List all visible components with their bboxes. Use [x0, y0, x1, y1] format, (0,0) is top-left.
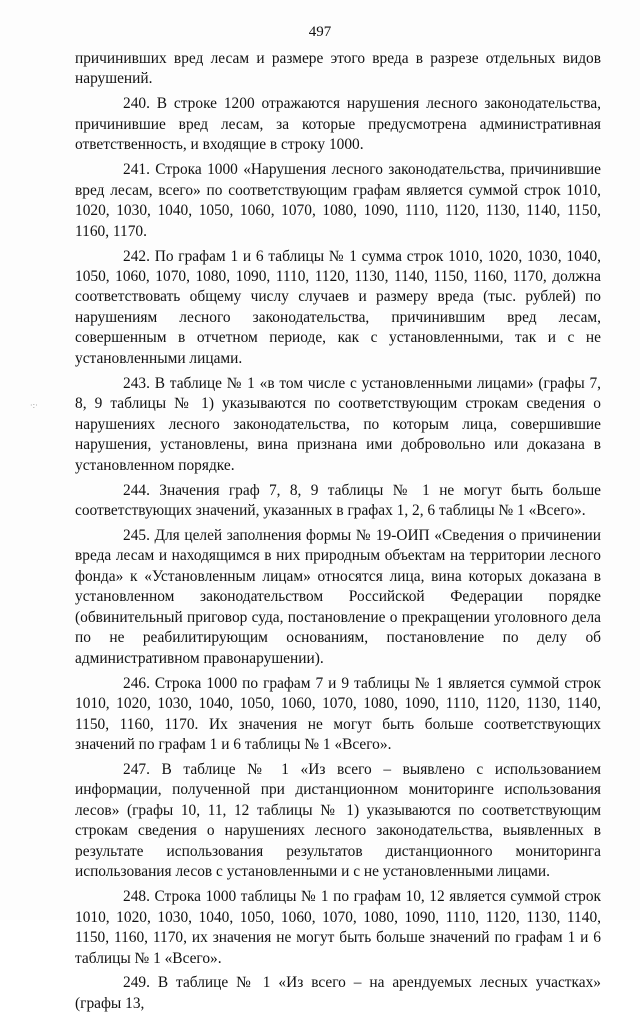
paragraph-247: 247. В таблице № 1 «Из всего – выявлено с использованием информации, полученной при дистанционном мониторинге использования лесов» (графы 10, 11, 12 таблицы № 1) указываются по соответствующим строкам сведения о нарушениях лесного законодательства, выявленных в результате использования результатов дистанционного мониторинга использования лесов с установленными и с не установленными лицами. — [75, 760, 601, 881]
document-body — [75, 49, 601, 1014]
paragraph-240: 240. В строке 1200 отражаются нарушения лесного законодательства, причинившие вред лесам, за которые предусмотрена административная ответственность, и входящие в строку 1000. — [75, 95, 601, 154]
paragraph-244: 244. Значения граф 7, 8, 9 таблицы № 1 не могут быть больше соответствующих значений, указанных в графах 1, 2, 6 таблицы № 1 «Всего». — [75, 481, 601, 520]
paragraph-241: 241. Строка 1000 «Нарушения лесного законодательства, причинившие вред лесам, всего» по соответствующим графам является суммой строк 1010, 1020, 1030, 1040, 1050, 1060, 1070, 1080, 1090, 1110, 1120, 1130, 1140, 1150, 1160, 1170. — [75, 161, 601, 240]
paragraph-249: 249. В таблице № 1 «Из всего – на арендуемых лесных участках» (графы 13, — [75, 974, 601, 1012]
paragraph-242: 242. По графам 1 и 6 таблицы № 1 сумма строк 1010, 1020, 1030, 1040, 1050, 1060, 1070, 1080, 1090, 1110, 1120, 1130, 1140, 1150, 1160, 1170, должна соответствовать общему числу случаев и размеру вреда (тыс. рублей) по нарушениям лесного законодательства, причинившим вред лесам, совершенным в отчетном периоде, как с установленными, так и с не установленными лицами. — [75, 247, 601, 367]
paragraph-continuation: причинивших вред лесам и размере этого вреда в разрезе отдельных видов нарушений. — [75, 50, 601, 88]
page-number: 497 — [308, 24, 332, 40]
paragraph-245: 245. Для целей заполнения формы № 19-ОИП «Сведения о причинении вреда лесам и находящимся в них природным объектам на территории лесного фонда» к «Установленным лицам» относятся лица, вина которых доказана в установленном законодательством Российской Федерации порядке (обвинительный приговор суда, постановление о прекращении уголовного дела по не реабилитирующим основаниям, постановление по делу об административном правонарушении). — [75, 526, 601, 667]
paragraph-248: 248. Строка 1000 таблицы № 1 по графам 10, 12 является суммой строк 1010, 1020, 1030, 1040, 1050, 1060, 1070, 1080, 1090, 1110, 1120, 1130, 1140, 1150, 1160, 1170, их значения не могут быть больше значений по графам 1 и 6 таблицы № 1 «Всего». — [75, 888, 601, 967]
paragraph-246: 246. Строка 1000 по графам 7 и 9 таблицы № 1 является суммой строк 1010, 1020, 1030, 1040, 1050, 1060, 1070, 1080, 1090, 1110, 1120, 1130, 1140, 1150, 1160, 1170. Их значения не могут быть больше соответствующих значений по графам 1 и 6 таблицы № 1 «Всего». — [75, 674, 601, 753]
paragraph-243: 243. В таблице № 1 «в том числе с установленными лицами» (графы 7, 8, 9 таблицы № 1) указываются по соответствующим строкам сведения о нарушениях лесного законодательства, по которым лица, совершившие нарушения, установлены, вина признана ими добровольно или доказана в установленном порядке. — [75, 374, 601, 474]
margin-scan-mark: ·:· — [30, 401, 38, 410]
